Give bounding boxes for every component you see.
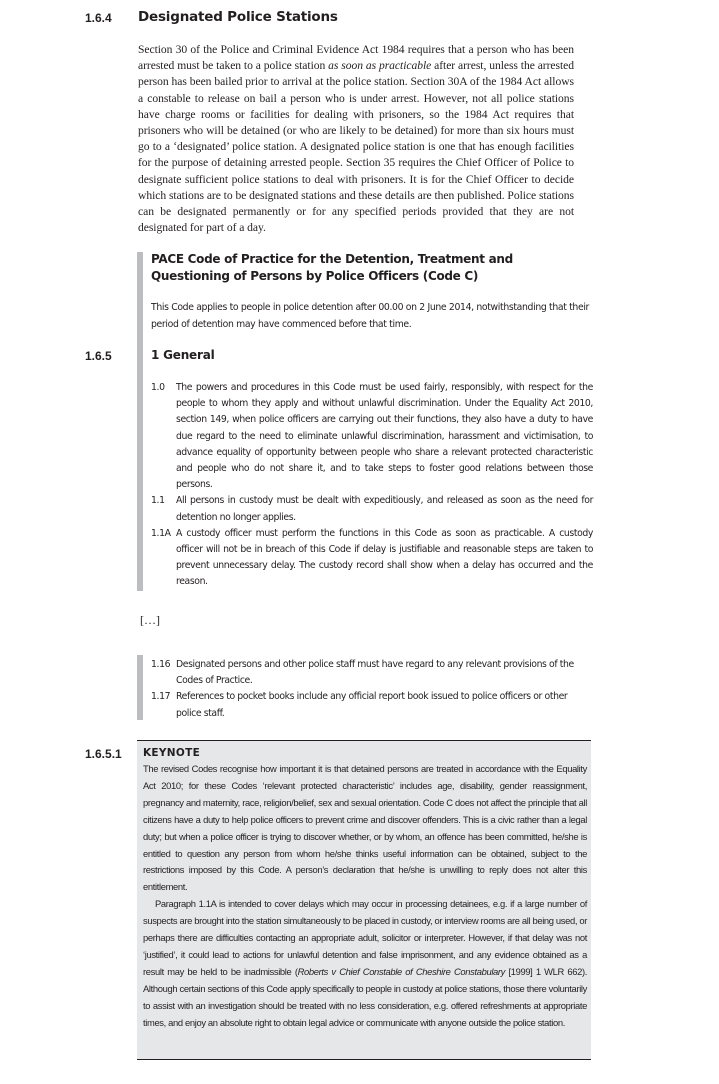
paragraph-number: 1.0: [151, 382, 165, 393]
code-paragraph-list-later: [151, 657, 593, 722]
body-text-part: Section 30 of the Police and Criminal Evidence Act 1984 requires that a person who has been arrested must be taken to a police station: [138, 43, 574, 73]
keynote-paragraph: The revised Codes recognise how important it is that detained persons are treated in accordance with the Equality Act 2010; for these Codes ‘relevant protected characteristic’ includes age, disability, gender reassignment, pregnancy and maternity, race, religion/belief, sex and sexual orientation. Code C does not affect the principle that all citizens have a duty to help police officers to prevent crime and discover offenders. This is a civic rather than a legal duty; but when a police officer is trying to discover whether, or by whom, an offence has been committed, he/she is entitled to question any person from whom he/she thinks useful information can be obtained, subject to the restrictions imposed by this Code. A person’s declaration that he/she is unwilling to reply does not alter this entitlement.: [143, 763, 587, 893]
paragraph-text: References to pocket books include any official report book issued to police officers or other police staff.: [176, 691, 568, 719]
keynote-box: [137, 740, 591, 1060]
keynote-text-part: [1999] 1 WLR 662). Although certain sections of this Code apply specifically to people in custody at police stations, those there voluntarily to assist with an investigation should be treated with no less consideration, e.g. offered refreshments at appropriate times, and enjoy an absolute right to obtain legal advice or communicate with anyone outside the police station.: [143, 965, 588, 1028]
code-paragraph: [151, 689, 593, 721]
section-heading-designated-police-stations: Designated Police Stations: [138, 9, 338, 25]
section-number-1-6-4: 1.6.4: [85, 11, 112, 25]
code-paragraph-list: [151, 380, 593, 591]
case-citation: Roberts v Chief Constable of Cheshire Constabulary: [297, 965, 506, 977]
paragraph-number: 1.1A: [151, 527, 171, 539]
code-paragraph: [151, 380, 593, 493]
body-text-italic: as soon as practicable: [328, 59, 432, 73]
keynote-text: [143, 761, 587, 1032]
paragraph-text: The powers and procedures in this Code must be used fairly, responsibly, with respect for the people to whom they apply and without unlawful discrimination. Under the Equality Act 2010, section 149, when police officers are carrying out their functions, they also have a duty to have due regard to the need to eliminate unlawful discrimination, harassment and victimisation, to advance equality of opportunity between people who share a relevant protected characteristic and people who do not share it, and to take steps to foster good relations between those persons.: [176, 382, 593, 491]
quote-bar: [137, 655, 143, 720]
paragraph-text: A custody officer must perform the functions in this Code as soon as practicable. A custody officer will not be in breach of this Code if delay is justifiable and reasonable steps are taken to prevent unnecessary delay. The custody record shall show when a delay has occurred and the reason.: [176, 527, 593, 588]
quote-bar: [137, 252, 143, 591]
body-text-part: after arrest, unless the arrested person has been bailed prior to arrival at the police station. Section 30A of the 1984 Act allows a constable to release on bail a person who is under arrest. However, not all police stations have charge rooms or facilities for dealing with prisoners, so the 1984 Act requires that prisoners who will be detained (or who are likely to be detained) for more than six hours must go to a ‘designated’ police station. A designated police station is one that has enough facilities for the purpose of detaining arrested people. Section 35 requires the Chief Officer of Police to designate sufficient police stations to deal with prisoners. It is for the Chief Officer to decide which stations are to be designated stations and these details are then published. Police stations can be designated permanently or for any specified periods provided that they are not designated for part of a day.: [138, 59, 575, 235]
section-number-1-6-5-1: 1.6.5.1: [85, 747, 122, 761]
section-number-1-6-5: 1.6.5: [85, 349, 112, 363]
paragraph-number: 1.16: [151, 659, 171, 670]
general-heading: 1 General: [151, 348, 215, 362]
code-paragraph: [151, 526, 593, 591]
code-c-intro: This Code applies to people in police detention after 00.00 on 2 June 2014, notwithstanding that their period of detention may have commenced before that time.: [151, 302, 590, 330]
paragraph-text: Designated persons and other police staff must have regard to any relevant provisions of the Codes of Practice.: [176, 659, 574, 687]
paragraph-number: 1.17: [151, 691, 171, 703]
paragraph-number: 1.1: [151, 495, 165, 507]
code-paragraph: [151, 657, 593, 689]
keynote-label: KEYNOTE: [143, 747, 201, 759]
paragraph-text: All persons in custody must be dealt with expeditiously, and released as soon as the need for detention no longer applies.: [176, 495, 593, 523]
omission-marker: […]: [140, 613, 160, 627]
code-c-title: PACE Code of Practice for the Detention, Treatment and Questioning of Persons by Police Officers (Code C): [151, 252, 513, 283]
section-body-designated-police-stations: [138, 42, 574, 236]
code-paragraph: [151, 493, 593, 525]
keynote-paragraph: [143, 896, 587, 1031]
keynote-text-part: Paragraph 1.1A is intended to cover delays which may occur in processing detainees, e.g. if a large number of suspects are brought into the station simultaneously to be placed in custody, or interview rooms are all being used, or perhaps there are difficulties contacting an appropriate adult, solicitor or interpreter. However, if that delay was not ‘justified’, it could lead to actions for unlawful detention and false imprisonment, and any evidence obtained as a result may be held to be inadmissible (: [143, 898, 587, 977]
